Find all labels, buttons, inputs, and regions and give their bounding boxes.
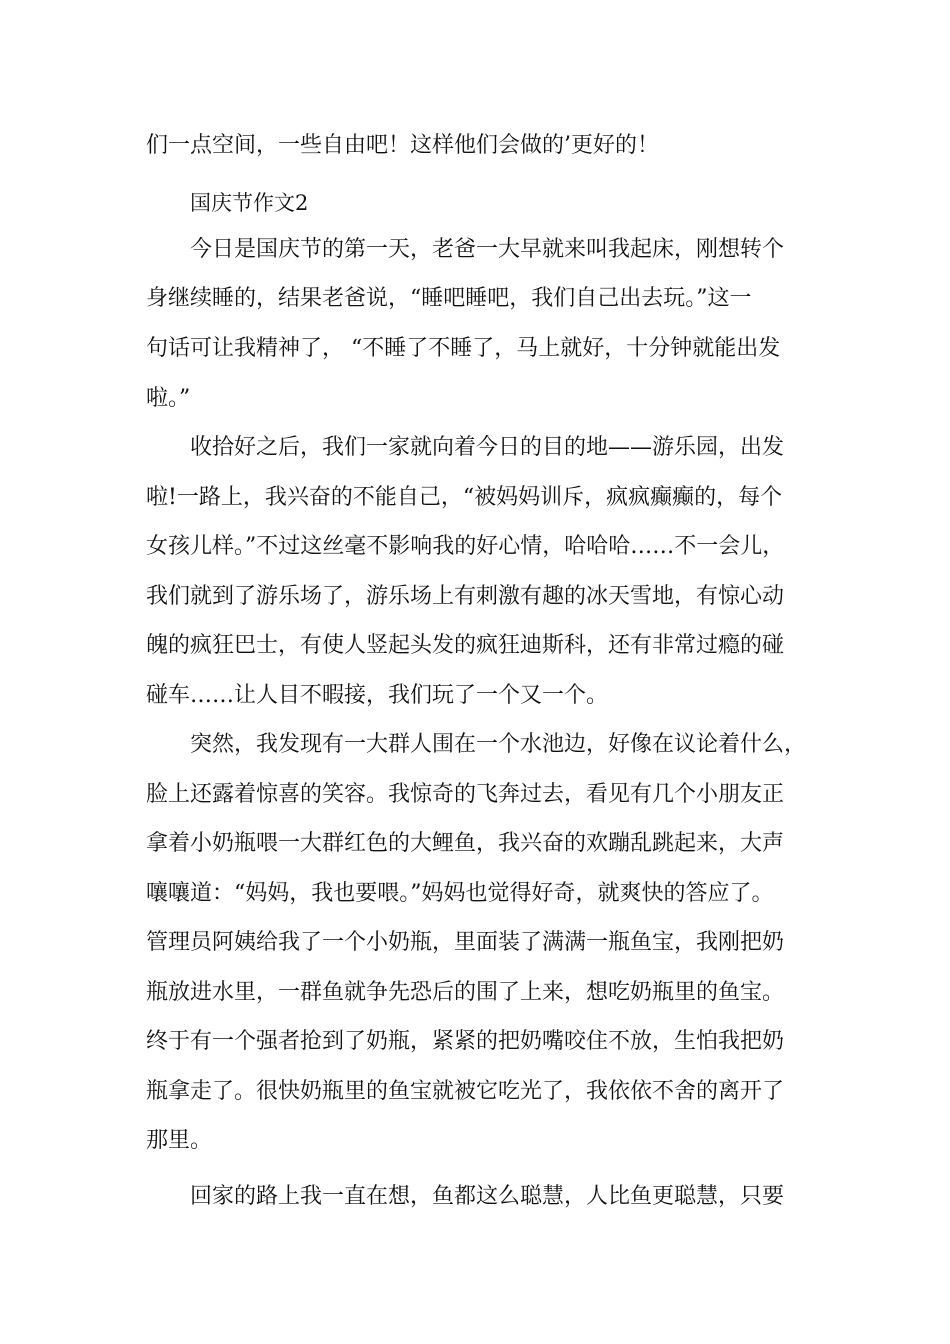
text-line: 瓶放进水里，一群鱼就争先恐后的围了上来，想吃奶瓶里的鱼宝。 (146, 980, 785, 1005)
text-line: 女孩儿样。”不过这丝毫不影响我的好心情，哈哈哈……不一会儿， (146, 534, 785, 559)
text-line: 碰车……让人目不暇接，我们玩了一个又一个。 (146, 683, 609, 708)
section-heading: 国庆节作文2 (190, 191, 309, 215)
text-line: 突然，我发现有一大群人围在一个水池边，好像在议论着什么， (190, 732, 807, 757)
text-line: 身继续睡的，结果老爸说，“睡吧睡吧，我们自己出去玩。”这一 (146, 286, 752, 311)
text-line: 魄的疯狂巴士，有使人竖起头发的疯狂迪斯科，还有非常过瘾的碰 (146, 633, 785, 658)
text-line: 啦!一路上，我兴奋的不能自己，“被妈妈训斥，疯疯癫癫的，每个 (146, 485, 783, 510)
text-line: 嚷嚷道：“妈妈，我也要喂。”妈妈也觉得好奇，就爽快的答应了。 (146, 881, 774, 906)
text-line: 脸上还露着惊喜的笑容。我惊奇的飞奔过去，看见有几个小朋友正 (146, 782, 785, 807)
text-line: 回家的路上我一直在想，鱼都这么聪慧，人比鱼更聪慧，只要 (190, 1184, 785, 1209)
text-line: 拿着小奶瓶喂一大群红色的大鲤鱼，我兴奋的欢蹦乱跳起来，大声 (146, 831, 785, 856)
text-line: 啦。” (146, 386, 191, 411)
text-line: 我们就到了游乐场了，游乐场上有刺激有趣的冰天雪地，有惊心动 (146, 584, 785, 609)
text-line: 收拾好之后，我们一家就向着今日的目的地——游乐园，出发 (190, 435, 785, 460)
text-line: 句话可让我精神了， “不睡了不睡了，马上就好，十分钟就能出发 (146, 336, 781, 361)
text-line: 管理员阿姨给我了一个小奶瓶，里面装了满满一瓶鱼宝，我刚把奶 (146, 930, 785, 955)
text-line: 终于有一个强者抢到了奶瓶，紧紧的把奶嘴咬住不放，生怕我把奶 (146, 1029, 785, 1054)
text-line: 那里。 (146, 1128, 213, 1153)
text-line: 瓶拿走了。很快奶瓶里的鱼宝就被它吃光了，我依依不舍的离开了 (146, 1079, 785, 1104)
text-line: 今日是国庆节的第一天，老爸一大早就来叫我起床，刚想转个 (190, 237, 785, 262)
text-line: 们一点空间，一些自由吧！这样他们会做的’更好的！ (146, 133, 659, 158)
